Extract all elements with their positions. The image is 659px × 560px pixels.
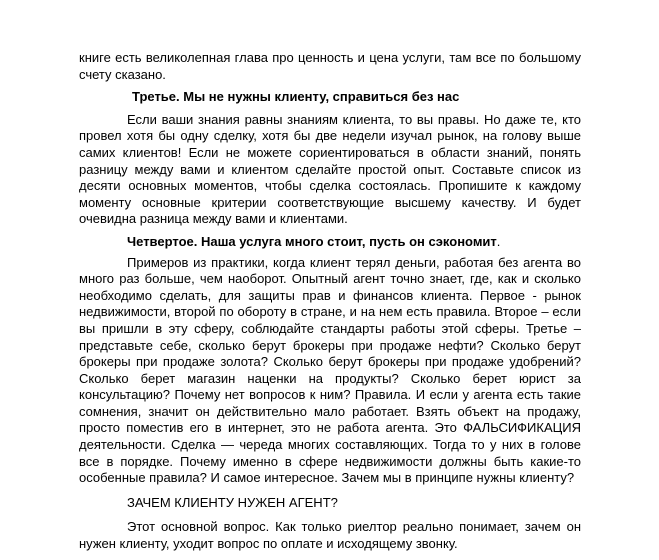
- heading-why-agent: ЗАЧЕМ КЛИЕНТУ НУЖЕН АГЕНТ?: [127, 494, 338, 510]
- document-page: [79, 50, 581, 553]
- heading-fourth-text: Четвертое. Наша услуга много стоит, пусть он сэкономит: [127, 233, 497, 249]
- paragraph-fourth: Примеров из практики, когда клиент терял деньги, работая без агента во много раз больше, чем наоборот. Опытный агент точно знает, где, как и сколько необходимо сделать, для защиты прав и финансов клиента. Первое - рынок недвижимости, второй по обороту в стране, и на нем есть правила. Второе – если вы пришли в эту сферу, соблюдайте стандарты работы этой сферы. Третье – представьте себе, сколько берут брокеры при продаже нефти? Сколько берут брокеры при продаже золота? Сколько берут брокеры при продаже удобрений? Сколько берет магазин наценки на продукты? Сколько берет юрист за консультацию? Почему нет вопросов к ним? Правила. И если у агента есть такие сомнения, значит он действительно мало работает. Взять объект на продажу, просто поместив его в интернет, это не работа агента. Это ФАЛЬСИФИКАЦИЯ деятельности. Сделка — череда многих составляющих. Тогда то у них в голове все в порядке. Почему именно в сфере недвижимости должны быть какие-то особенные правила? И самое интересное. Зачем мы в принципе нужны клиенту?: [79, 254, 581, 486]
- heading-third: Третье. Мы не нужны клиенту, справиться без нас: [132, 89, 460, 105]
- paragraph-why-agent: Этот основной вопрос. Как только риелтор реально понимает, зачем он нужен клиенту, уходит вопрос по оплате и исходящему звонку.: [79, 519, 581, 552]
- paragraph-third: Если ваши знания равны знаниям клиента, то вы правы. Но даже те, кто провел хотя бы одну сделку, хотя бы две недели изучал рынок, на голову выше самих клиентов! Если не можете сориентироваться в области знаний, понять разницу между вами и клиентом сделайте простой опыт. Составьте список из десяти основных моментов, чтобы сделка состоялась. Пропишите к каждому моменту основные критерии соответствующие высшему качеству. И будет очевидна разница между вами и клиентами.: [79, 111, 581, 227]
- paragraph-intro-tail: книге есть великолепная глава про ценность и цена услуги, там все по большому счету сказано.: [79, 50, 581, 82]
- heading-fourth: Четвертое. Наша услуга много стоит, пусть он сэкономит.: [127, 233, 501, 249]
